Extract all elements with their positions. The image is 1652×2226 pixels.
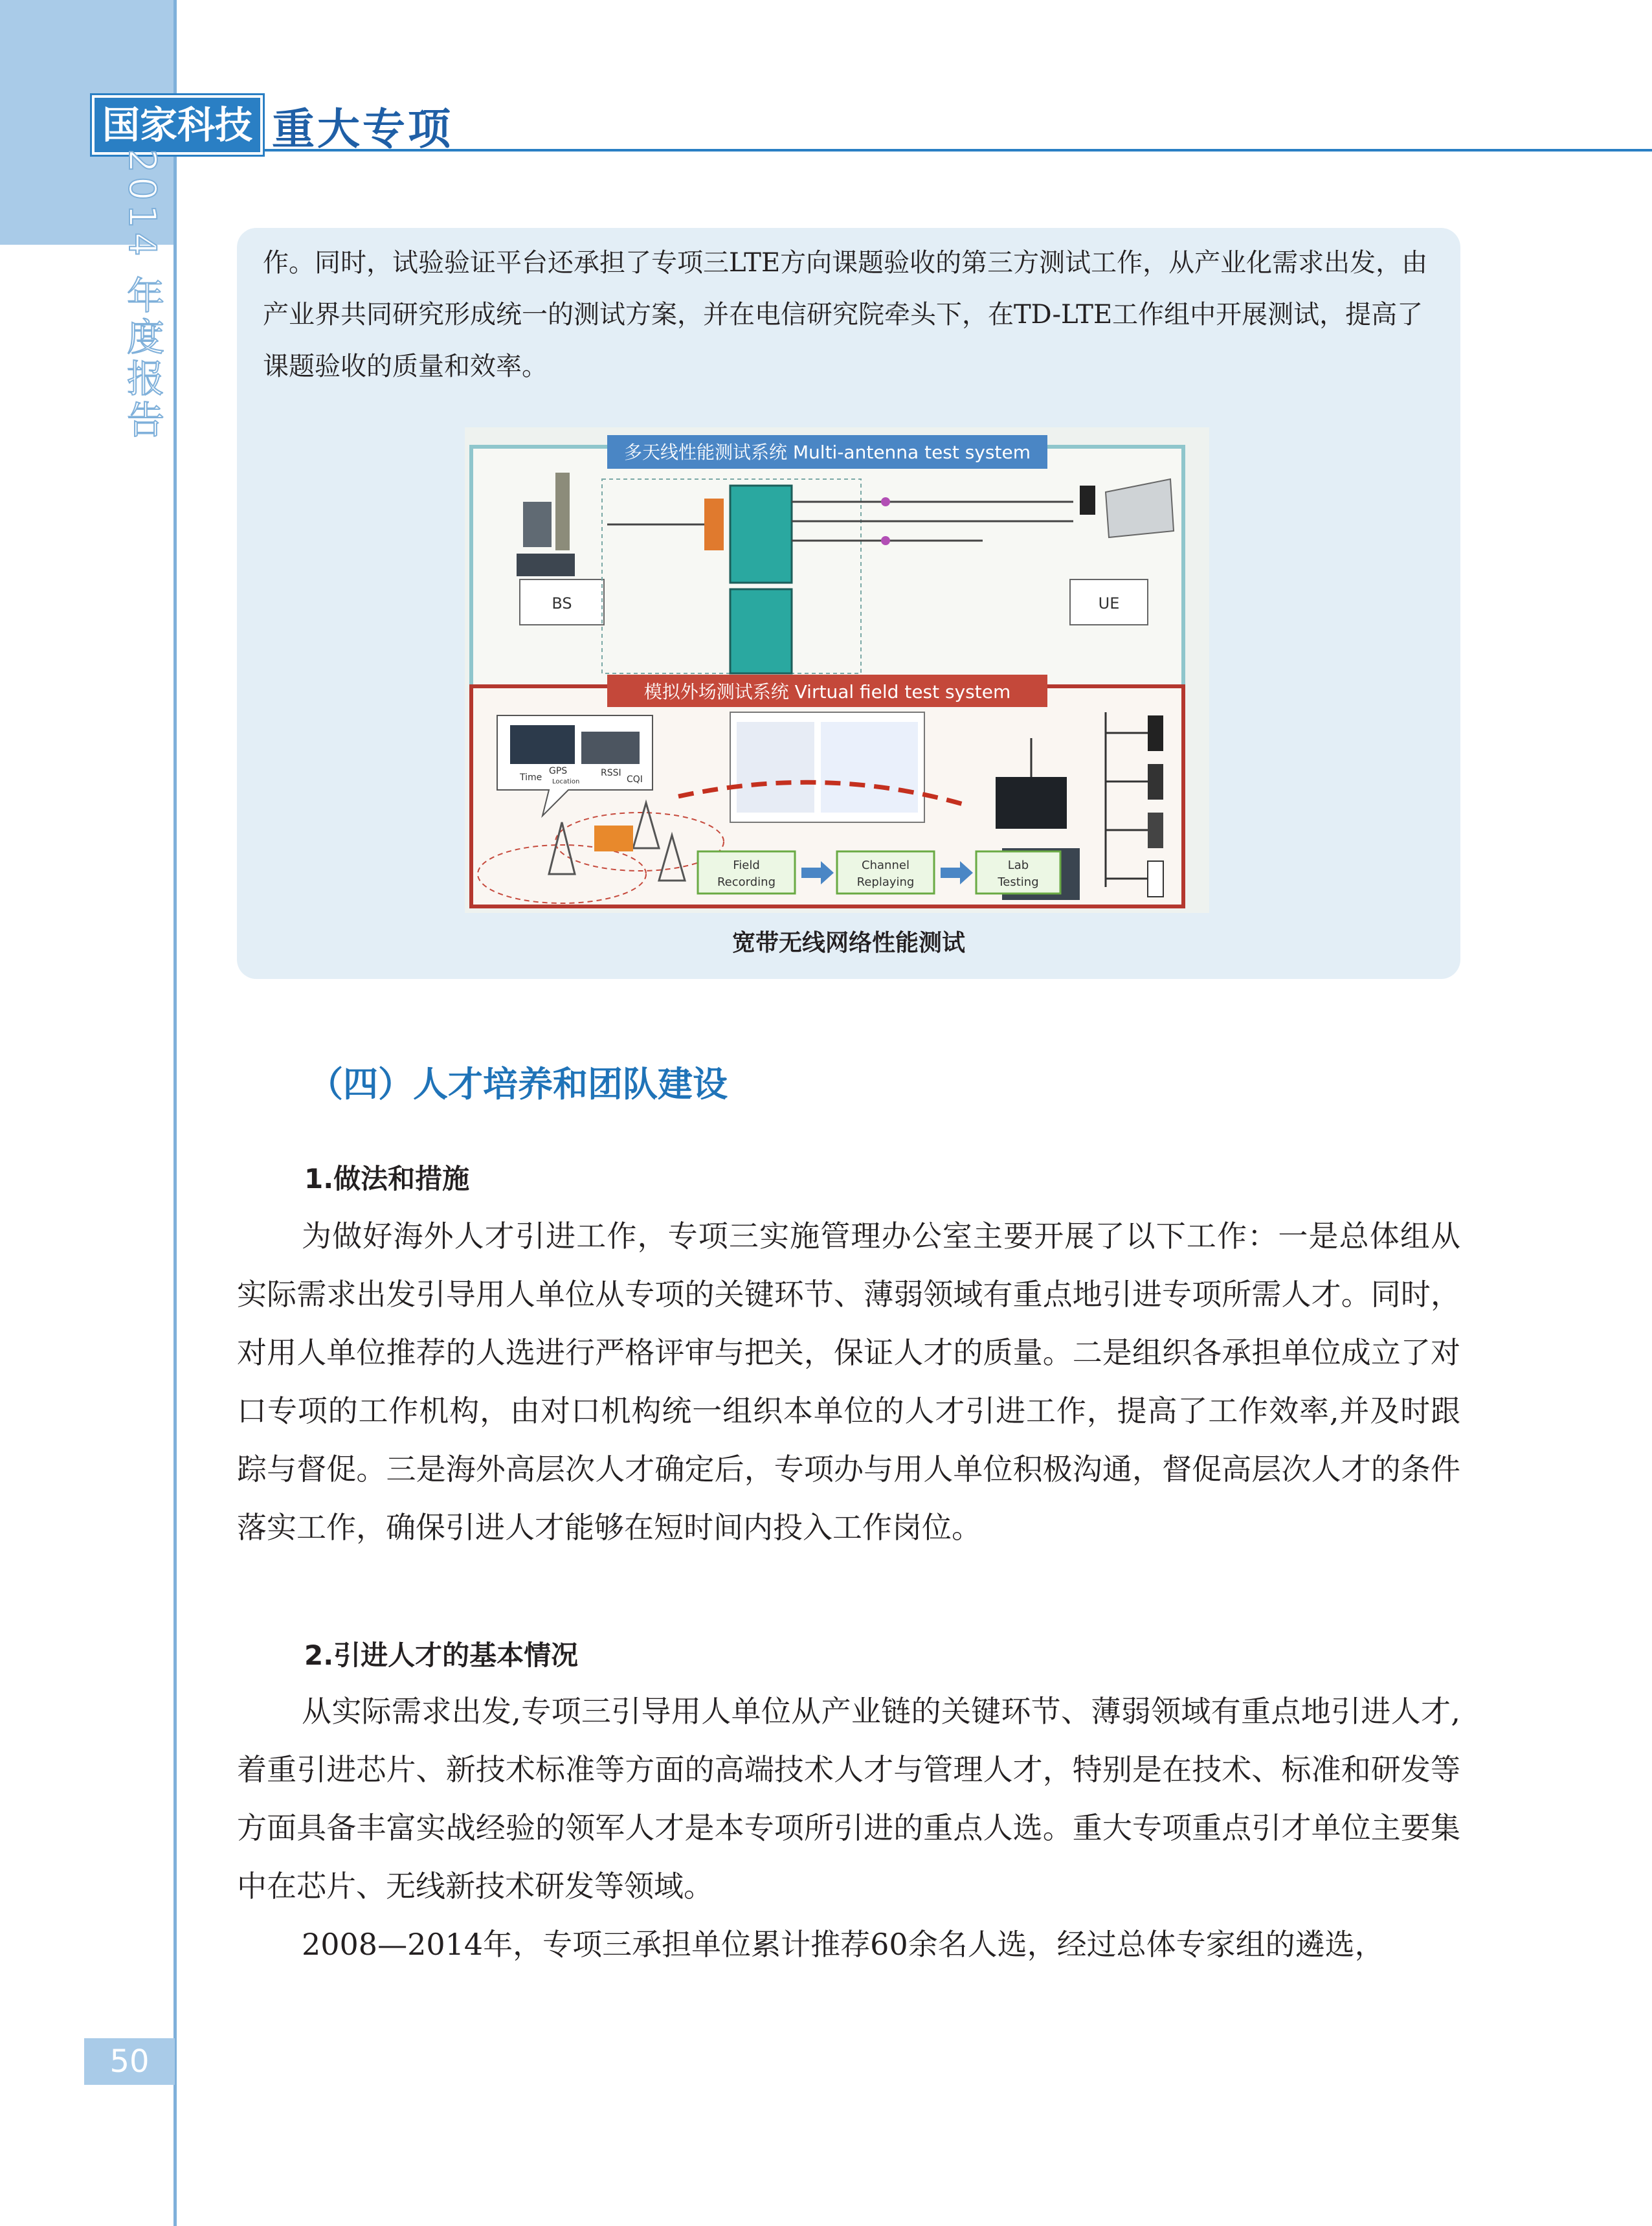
- device-icon-4: [1148, 861, 1163, 897]
- sub-heading-talent-status: 2.引进人才的基本情况: [304, 1639, 579, 1671]
- antenna-icon: [555, 473, 570, 550]
- step1-line2: Recording: [717, 875, 776, 889]
- year-report-label: 2014 年度报告: [120, 149, 164, 442]
- header-brand: [92, 97, 453, 153]
- scanner-icon: [581, 732, 640, 764]
- sidebar-rule: [173, 0, 177, 2226]
- page-number: 50: [84, 2038, 175, 2085]
- paragraph-recommendations: 2008—2014年，专项三承担单位累计推荐60余名人选，经过总体专家组的遴选，: [302, 1927, 1385, 1962]
- device-icon-3: [1148, 813, 1163, 848]
- info-box-text: 作。同时，试验验证平台还承担了专项三LTE方向课题验收的第三方测试工作，从产业化需求出发，由产业界共同研究形成统一的测试方案，并在电信研究院牵头下，在TD-LTE工作组中开展测试，提高了课题验收的质量和效率。: [263, 248, 1428, 381]
- ue-label: UE: [1098, 594, 1120, 613]
- step2-line2: Replaying: [856, 875, 915, 889]
- step3-line2: Testing: [998, 875, 1039, 889]
- recorder-laptop-icon: [510, 725, 575, 764]
- virtual-field-title: 模拟外场测试系统 Virtual field test system: [643, 681, 1011, 703]
- annot-cqi: CQI: [627, 774, 643, 785]
- step3-line1: Lab: [1007, 859, 1029, 872]
- bs-rack-icon: [517, 554, 575, 576]
- section-heading: （四）人才培养和团队建设: [308, 1064, 728, 1105]
- screenshot-data-pane: [821, 722, 918, 813]
- test-vehicle-icon: [594, 826, 633, 851]
- device-icon-2: [1148, 764, 1163, 800]
- paragraph-talent-status: 从实际需求出发,专项三引导用人单位从产业链的关键环节、薄弱领域有重点地引进人才,着重引进芯片、新技术标准等方面的高端技术人才与管理人才，特别是在技术、标准和研发等方面具备丰富实战经验的领军人才是本专项所引进的重点人选。重大专项重点引才单位主要集中在芯片、无线新技术研发等领域。: [237, 1694, 1460, 1904]
- brand-title: 重大专项: [272, 103, 454, 154]
- bs-equipment-icon: [523, 502, 552, 547]
- annot-location: Location: [552, 778, 580, 785]
- step1-line1: Field: [733, 859, 760, 872]
- figure-caption: 宽带无线网络性能测试: [731, 930, 965, 956]
- network-test-figure: [465, 427, 1209, 913]
- screenshot-map-pane: [737, 722, 814, 813]
- annot-rssi: RSSI: [601, 768, 621, 778]
- channel-emulator-2: [730, 589, 792, 673]
- info-box: [237, 228, 1460, 979]
- test-system-diagram: [465, 427, 1209, 913]
- brand-box: 国家科技: [92, 95, 263, 155]
- sub-heading-measures: 1.做法和措施: [304, 1163, 470, 1195]
- channel-emulator-1: [730, 486, 792, 583]
- multi-antenna-panel: [471, 447, 1183, 686]
- phone-icon: [1080, 486, 1095, 515]
- multi-antenna-title: 多天线性能测试系统 Multi-antenna test system: [623, 442, 1031, 463]
- paragraph-measures: 为做好海外人才引进工作，专项三实施管理办公室主要开展了以下工作：一是总体组从实际需求出发引导用人单位从专项的关键环节、薄弱领域有重点地引进专项所需人才。同时，对用人单位推荐的人选进行严格评审与把关，保证人才的质量。二是组织各承担单位成立了对口专项的工作机构，由对口机构统一组织本单位的人才引进工作，提高了工作效率,并及时跟踪与督促。三是海外高层次人才确定后，专项办与用人单位积极沟通，督促高层次人才的条件落实工作，确保引进人才能够在短时间内投入工作岗位。: [237, 1219, 1460, 1545]
- bs-label: BS: [552, 594, 572, 613]
- annot-time: Time: [520, 772, 542, 783]
- device-icon-1: [1148, 715, 1163, 751]
- step2-line1: Channel: [862, 859, 910, 872]
- oscilloscope-icon: [996, 777, 1067, 829]
- annot-gps: GPS: [549, 766, 568, 776]
- splitter-icon: [704, 499, 724, 550]
